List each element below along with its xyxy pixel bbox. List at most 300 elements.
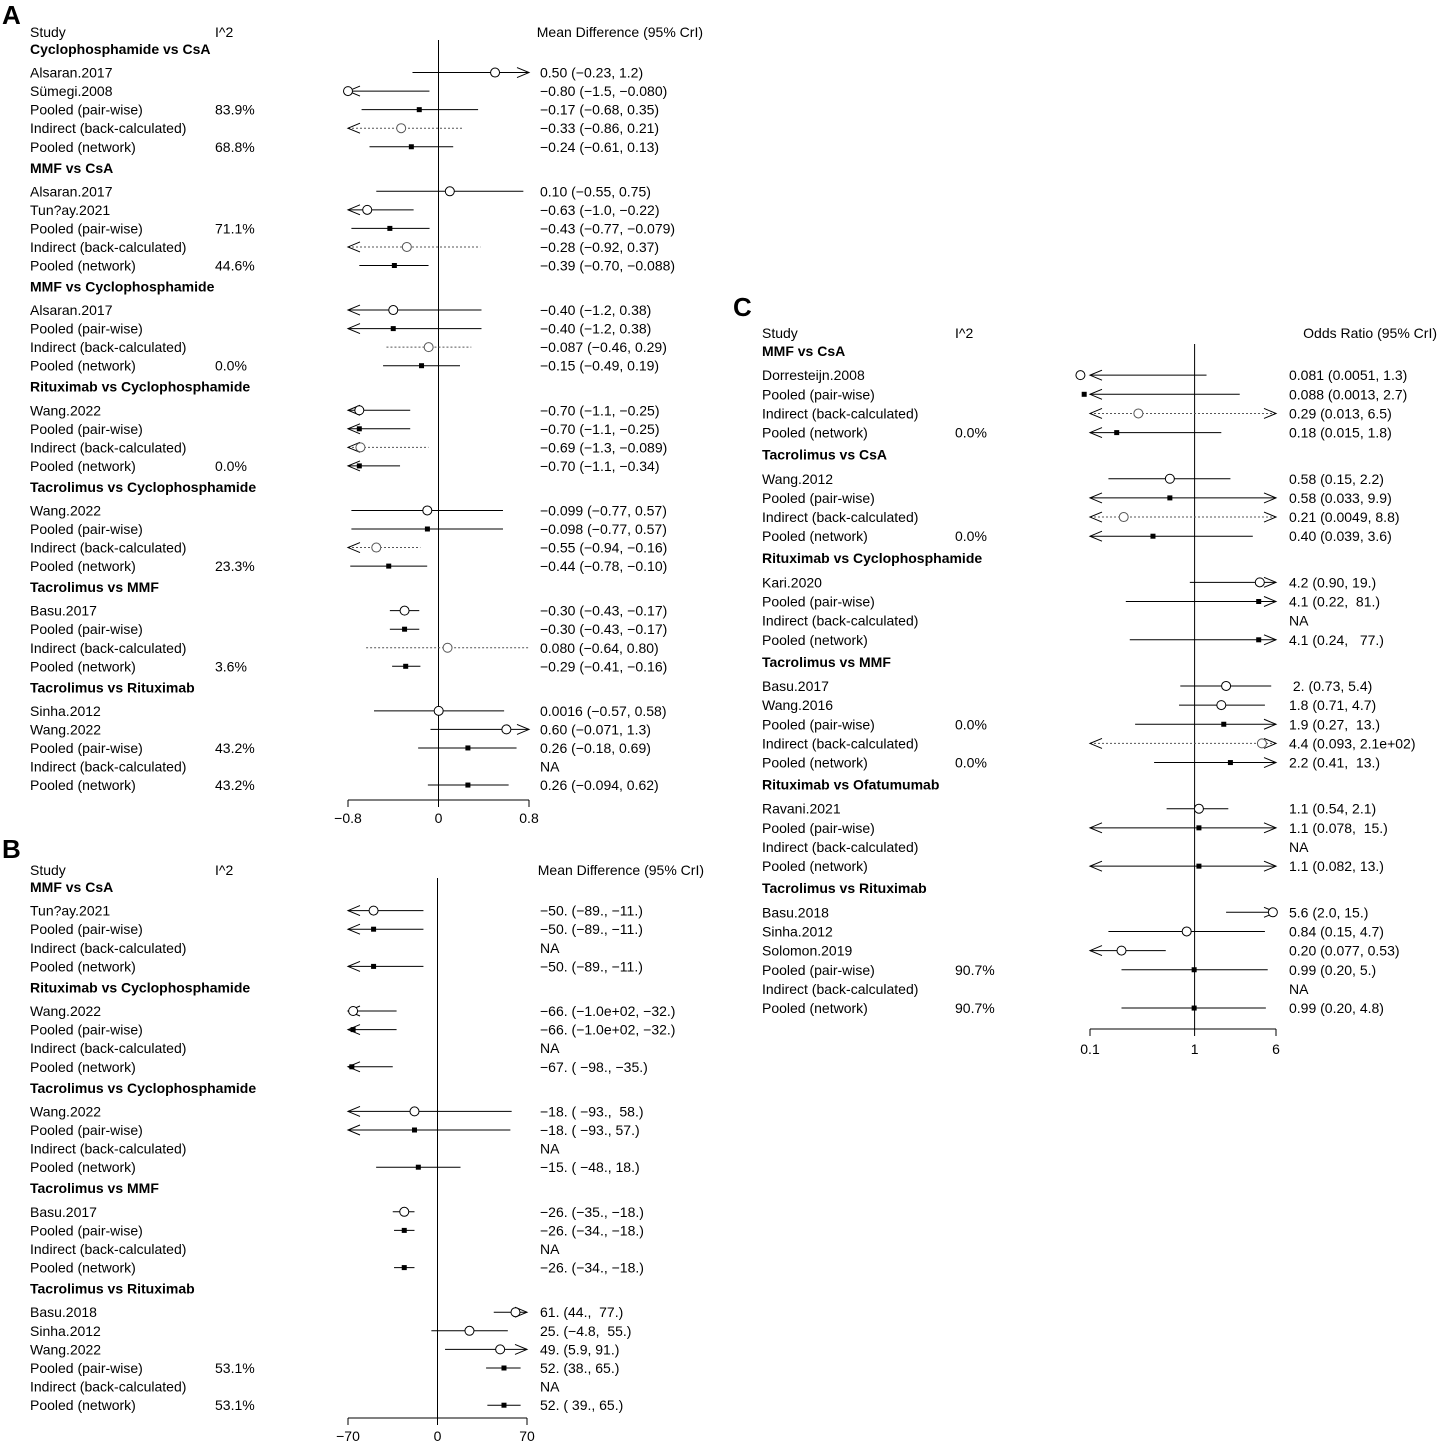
point-estimate-square [402, 627, 407, 632]
point-estimate-square [1256, 599, 1261, 604]
ci-text: NA [540, 939, 560, 956]
forest-panel-c [733, 292, 1437, 1057]
comparison-title: Tacrolimus vs CsA [762, 446, 888, 463]
comparison-group [762, 654, 1416, 771]
study-name: Pooled (pair-wise) [30, 521, 143, 537]
ci-text: 0.21 (0.0049, 8.8) [1289, 509, 1400, 526]
study-name: Pooled (pair-wise) [762, 489, 875, 506]
indirect-row [762, 509, 1400, 525]
ci-text: 0.10 (−0.55, 0.75) [540, 183, 651, 200]
point-estimate-circle [1194, 804, 1203, 813]
comparison-group [762, 447, 1400, 545]
study-row [762, 904, 1368, 920]
study-name: Indirect (back-calculated) [762, 735, 919, 752]
point-estimate-square [425, 527, 430, 532]
ci-text: −26. (−34., −18.) [540, 1222, 644, 1239]
point-estimate-circle [1117, 946, 1126, 955]
study-row [762, 471, 1384, 487]
ci-text: −26. (−35., −18.) [540, 1203, 644, 1220]
i2-value: 90.7% [955, 961, 995, 978]
point-estimate-square [391, 326, 396, 331]
study-name: Pooled (network) [30, 658, 136, 675]
ci-text: 0.18 (0.015, 1.8) [1289, 424, 1392, 441]
study-name: Pooled (pair-wise) [762, 386, 875, 403]
pooled-row [762, 632, 1384, 648]
study-name: Tun?ay.2021 [30, 201, 111, 218]
point-estimate-square [409, 144, 414, 149]
study-row [30, 903, 643, 919]
point-estimate-circle [434, 706, 443, 715]
pooled-row [30, 777, 659, 793]
ci-text: NA [1289, 839, 1309, 855]
x-tick-label: 0.1 [1080, 1041, 1100, 1057]
comparison-title: Tacrolimus vs MMF [762, 653, 891, 670]
point-estimate-circle [502, 725, 511, 734]
point-estimate-square [1196, 864, 1201, 869]
pooled-row [30, 558, 667, 574]
ci-text: NA [540, 1040, 560, 1057]
ci-text: 0.20 (0.077, 0.53) [1289, 942, 1400, 959]
point-estimate-circle [356, 443, 365, 452]
study-name: Alsaran.2017 [30, 183, 113, 200]
study-name: Pooled (pair-wise) [30, 220, 143, 237]
study-name: Pooled (pair-wise) [30, 739, 143, 756]
comparison-title: MMF vs CsA [30, 159, 114, 176]
ci-text: −66. (−1.0e+02, −32.) [540, 1003, 676, 1019]
point-estimate-square [402, 1228, 407, 1233]
point-estimate-circle [1076, 371, 1085, 380]
panel-label: C [733, 292, 752, 322]
effect-column-header: Odds Ratio (95% CrI) [1303, 325, 1437, 341]
ci-text: 1.9 (0.27, 13.) [1289, 716, 1381, 733]
x-tick-label: −70 [336, 1428, 360, 1444]
ci-text: 1.1 (0.078, 15.) [1289, 819, 1388, 836]
study-name: Alsaran.2017 [30, 302, 113, 319]
pooled-row [30, 458, 659, 474]
pooled-row [30, 321, 651, 337]
ci-text: NA [540, 1140, 560, 1157]
study-row [762, 923, 1384, 939]
pooled-row [762, 1000, 1384, 1016]
study-name: Pooled (network) [30, 257, 136, 274]
ci-text: −0.39 (−0.70, −0.088) [540, 257, 676, 274]
i2-value: 0.0% [955, 528, 987, 545]
comparison-title: Cyclophosphamide vs CsA [30, 41, 211, 57]
ci-text: 0.50 (−0.23, 1.2) [540, 64, 644, 81]
study-row [762, 574, 1376, 590]
study-name: Pooled (network) [30, 1259, 136, 1276]
i2-column-header: I^2 [215, 862, 234, 878]
study-name: Pooled (pair-wise) [30, 320, 143, 337]
study-name: Wang.2022 [30, 1341, 102, 1358]
study-name: Indirect (back-calculated) [30, 939, 187, 956]
ci-text: −0.28 (−0.92, 0.37) [540, 238, 660, 255]
point-estimate-circle [443, 643, 452, 652]
study-name: Pooled (network) [30, 1159, 136, 1176]
pooled-row [762, 755, 1380, 771]
pooled-row [30, 921, 643, 937]
comparison-group [30, 979, 675, 1074]
x-tick-label: 0 [434, 810, 443, 826]
point-estimate-circle [389, 306, 398, 315]
point-estimate-circle [400, 606, 409, 615]
ci-text: 0.26 (−0.18, 0.69) [540, 739, 651, 756]
study-name: Wang.2012 [762, 470, 834, 487]
indirect-row [30, 940, 560, 956]
study-name: Basu.2018 [762, 904, 829, 921]
ci-text: 0.58 (0.033, 9.9) [1289, 489, 1392, 506]
point-estimate-circle [363, 205, 372, 214]
i2-column-header: I^2 [215, 24, 234, 40]
ci-text: 49. (5.9, 91.) [540, 1341, 620, 1358]
point-estimate-circle [491, 68, 500, 77]
study-name: Pooled (pair-wise) [30, 101, 143, 118]
study-row [762, 697, 1376, 713]
point-estimate-square [371, 927, 376, 932]
pooled-row [30, 1022, 675, 1038]
study-name: Sinha.2012 [30, 1322, 101, 1339]
ci-text: −0.15 (−0.49, 0.19) [540, 357, 660, 374]
study-row [30, 183, 651, 199]
study-name: Indirect (back-calculated) [762, 405, 919, 422]
point-estimate-square [417, 107, 422, 112]
point-estimate-square [351, 1027, 356, 1032]
study-name: Basu.2018 [30, 1304, 97, 1321]
study-row [30, 1341, 619, 1357]
pooled-row [762, 386, 1407, 402]
study-row [30, 703, 667, 719]
point-estimate-circle [465, 1326, 474, 1335]
study-row [30, 721, 651, 737]
study-name: Indirect (back-calculated) [762, 509, 919, 526]
study-name: Indirect (back-calculated) [762, 839, 919, 855]
study-row [30, 65, 643, 81]
pooled-row [762, 594, 1380, 610]
pooled-row [762, 962, 1376, 978]
ci-text: 4.1 (0.22, 81.) [1289, 593, 1381, 610]
study-name: Indirect (back-calculated) [30, 758, 187, 775]
pooled-row [762, 716, 1380, 732]
study-row [762, 801, 1376, 817]
comparison-group [762, 880, 1400, 1016]
study-row [30, 402, 659, 418]
indirect-row [30, 1379, 560, 1395]
ci-text: −0.44 (−0.78, −0.10) [540, 558, 668, 575]
point-estimate-circle [511, 1308, 520, 1317]
i2-value: 0.0% [215, 457, 247, 474]
study-name: Indirect (back-calculated) [30, 238, 187, 255]
i2-value: 71.1% [215, 220, 255, 237]
indirect-row [30, 239, 659, 255]
i2-value: 3.6% [215, 658, 247, 675]
i2-value: 90.7% [955, 1000, 995, 1017]
ci-text: 0.088 (0.0013, 2.7) [1289, 386, 1408, 403]
study-name: Tun?ay.2021 [30, 902, 111, 919]
study-row [762, 943, 1400, 959]
ci-text: −0.099 (−0.77, 0.57) [540, 502, 667, 519]
study-name: Ravani.2021 [762, 800, 841, 817]
point-estimate-circle [349, 1007, 358, 1016]
study-name: Basu.2017 [30, 602, 97, 619]
ci-text: −66. (−1.0e+02, −32.) [540, 1021, 676, 1038]
indirect-row [762, 735, 1416, 751]
study-row [762, 678, 1372, 694]
ci-text: 0.40 (0.039, 3.6) [1289, 528, 1392, 545]
study-name: Wang.2022 [30, 1103, 102, 1120]
study-row [30, 1323, 631, 1339]
i2-value: 44.6% [215, 257, 255, 274]
study-name: Pooled (network) [762, 631, 868, 648]
comparison-group [30, 479, 667, 574]
indirect-row [30, 640, 659, 656]
comparison-group [762, 550, 1384, 648]
study-name: Pooled (network) [30, 1397, 136, 1414]
ci-text: 0.0016 (−0.57, 0.58) [540, 702, 667, 719]
ci-text: 0.84 (0.15, 4.7) [1289, 923, 1384, 940]
point-estimate-circle [424, 343, 433, 352]
ci-text: 5.6 (2.0, 15.) [1289, 904, 1369, 921]
pooled-row [30, 258, 675, 274]
point-estimate-circle [1165, 474, 1174, 483]
ci-text: −0.70 (−1.1, −0.25) [540, 420, 660, 437]
point-estimate-square [402, 1265, 407, 1270]
point-estimate-square [386, 564, 391, 569]
ci-text: −0.43 (−0.77, −0.079) [540, 220, 676, 237]
point-estimate-circle [1134, 409, 1143, 418]
pooled-row [30, 1260, 644, 1276]
study-name: Indirect (back-calculated) [30, 1378, 187, 1395]
point-estimate-square [465, 745, 470, 750]
study-name: Alsaran.2017 [30, 64, 113, 81]
forest-panel-a [2, 0, 703, 826]
study-row [30, 603, 667, 619]
i2-value: 83.9% [215, 101, 255, 118]
point-estimate-square [1221, 722, 1226, 727]
study-name: Pooled (network) [762, 528, 868, 545]
ci-text: 0.080 (−0.64, 0.80) [540, 639, 659, 656]
point-estimate-circle [496, 1345, 505, 1354]
i2-value: 0.0% [955, 424, 987, 441]
study-name: Dorresteijn.2008 [762, 367, 865, 384]
pooled-row [30, 1360, 619, 1376]
ci-text: 0.99 (0.20, 5.) [1289, 961, 1377, 978]
ci-text: 0.58 (0.15, 2.2) [1289, 470, 1384, 487]
ci-text: 1.1 (0.54, 2.1) [1289, 800, 1377, 817]
point-estimate-circle [1217, 701, 1226, 710]
pooled-row [30, 740, 651, 756]
point-estimate-circle [1255, 578, 1264, 587]
ci-text: 0.26 (−0.094, 0.62) [540, 777, 659, 794]
ci-text: 4.2 (0.90, 19.) [1289, 574, 1377, 591]
point-estimate-circle [1182, 927, 1191, 936]
x-tick-label: −0.8 [334, 810, 362, 826]
ci-text: −18. ( −93., 58.) [540, 1103, 644, 1120]
pooled-row [762, 858, 1384, 874]
point-estimate-square [1196, 825, 1201, 830]
study-name: Indirect (back-calculated) [762, 612, 919, 629]
pooled-row [30, 358, 659, 374]
ci-text: 52. ( 39., 65.) [540, 1397, 624, 1414]
point-estimate-circle [1119, 513, 1128, 522]
point-estimate-square [349, 1064, 354, 1069]
ci-text: −0.80 (−1.5, −0.080) [540, 83, 668, 100]
study-name: Wang.2016 [762, 697, 834, 714]
i2-value: 23.3% [215, 558, 255, 575]
comparison-title: Rituximab vs Cyclophosphamide [762, 550, 983, 567]
study-row [30, 83, 667, 99]
comparison-group [30, 1281, 631, 1414]
ci-text: −50. (−89., −11.) [540, 958, 643, 975]
ci-text: 52. (38., 65.) [540, 1360, 620, 1376]
comparison-group [30, 679, 667, 793]
indirect-row [762, 405, 1392, 421]
comparison-group [30, 379, 667, 474]
study-name: Wang.2022 [30, 1003, 102, 1019]
point-estimate-square [1167, 495, 1172, 500]
i2-column-header: I^2 [955, 325, 974, 341]
comparison-title: Tacrolimus vs Rituximab [30, 679, 195, 696]
point-estimate-square [1228, 760, 1233, 765]
study-name: Pooled (network) [762, 858, 868, 875]
pooled-row [762, 425, 1392, 441]
study-name: Wang.2022 [30, 502, 102, 519]
ci-text: 61. (44., 77.) [540, 1304, 624, 1321]
ci-text: −50. (−89., −11.) [540, 921, 643, 938]
point-estimate-circle [397, 124, 406, 133]
ci-text: −0.40 (−1.2, 0.38) [540, 320, 652, 337]
comparison-group [30, 1180, 644, 1275]
point-estimate-square [419, 363, 424, 368]
point-estimate-circle [1268, 908, 1277, 917]
comparison-group [762, 777, 1388, 875]
study-name: Pooled (network) [30, 457, 136, 474]
point-estimate-square [392, 263, 397, 268]
indirect-row [30, 1040, 560, 1056]
study-name: Wang.2022 [30, 402, 102, 419]
ci-text: −0.29 (−0.41, −0.16) [540, 658, 668, 675]
study-name: Pooled (pair-wise) [30, 1360, 143, 1376]
ci-text: −0.33 (−0.86, 0.21) [540, 120, 660, 137]
indirect-row [30, 1141, 560, 1157]
indirect-row [762, 839, 1309, 855]
study-name: Wang.2022 [30, 721, 102, 738]
study-column-header: Study [762, 325, 798, 341]
point-estimate-circle [369, 906, 378, 915]
study-row [30, 1204, 644, 1220]
point-estimate-square [387, 226, 392, 231]
study-name: Pooled (pair-wise) [30, 420, 143, 437]
study-name: Pooled (network) [30, 958, 136, 975]
study-name: Pooled (pair-wise) [762, 961, 875, 978]
pooled-row [762, 528, 1392, 544]
pooled-row [30, 958, 643, 974]
i2-value: 68.8% [215, 138, 255, 155]
study-name: Pooled (pair-wise) [30, 1222, 143, 1239]
point-estimate-circle [355, 406, 364, 415]
study-name: Pooled (pair-wise) [30, 921, 143, 938]
ci-text: −0.087 (−0.46, 0.29) [540, 339, 667, 356]
comparison-group [30, 879, 643, 974]
study-name: Pooled (network) [30, 357, 136, 374]
pooled-row [30, 102, 659, 118]
indirect-row [30, 120, 659, 136]
study-column-header: Study [30, 862, 66, 878]
study-name: Basu.2017 [762, 677, 829, 694]
i2-value: 53.1% [215, 1397, 255, 1414]
point-estimate-square [371, 964, 376, 969]
point-estimate-square [1150, 534, 1155, 539]
study-row [762, 367, 1407, 383]
ci-text: −0.63 (−1.0, −0.22) [540, 201, 660, 218]
comparison-group [30, 41, 667, 155]
study-row [30, 1003, 675, 1019]
study-name: Pooled (network) [762, 1000, 868, 1017]
ci-text: NA [540, 1241, 560, 1257]
point-estimate-square [403, 664, 408, 669]
x-tick-label: 0.8 [519, 810, 539, 826]
ci-text: −0.17 (−0.68, 0.35) [540, 101, 660, 118]
ci-text: −18. ( −93., 57.) [540, 1122, 640, 1138]
comparison-group [30, 579, 667, 674]
study-name: Pooled (network) [30, 138, 136, 155]
point-estimate-square [357, 426, 362, 431]
ci-text: NA [540, 1378, 560, 1395]
pooled-row [30, 421, 659, 437]
pooled-row [30, 1059, 648, 1075]
study-name: Pooled (network) [30, 558, 136, 575]
ci-text: 0.99 (0.20, 4.8) [1289, 1000, 1384, 1017]
study-name: Indirect (back-calculated) [30, 339, 187, 356]
study-name: Pooled (pair-wise) [762, 593, 875, 610]
point-estimate-square [1114, 430, 1119, 435]
ci-text: −0.40 (−1.2, 0.38) [540, 302, 652, 319]
study-column-header: Study [30, 24, 66, 40]
comparison-group [762, 343, 1407, 441]
i2-value: 0.0% [955, 716, 987, 733]
ci-text: −0.30 (−0.43, −0.17) [540, 602, 668, 619]
indirect-row [30, 339, 667, 355]
comparison-title: Rituximab vs Cyclophosphamide [30, 979, 251, 996]
ci-text: −0.55 (−0.94, −0.16) [540, 539, 668, 556]
study-name: Pooled (pair-wise) [30, 1021, 143, 1038]
ci-text: 2. (0.73, 5.4) [1289, 677, 1373, 694]
ci-text: 1.8 (0.71, 4.7) [1289, 697, 1377, 714]
ci-text: 2.2 (0.41, 13.) [1289, 754, 1381, 771]
study-name: Indirect (back-calculated) [762, 980, 919, 997]
point-estimate-circle [402, 242, 411, 251]
point-estimate-circle [423, 506, 432, 515]
pooled-row [30, 658, 667, 674]
ci-text: −0.098 (−0.77, 0.57) [540, 521, 667, 537]
indirect-row [30, 439, 667, 455]
study-name: Pooled (network) [762, 424, 868, 441]
comparison-title: Tacrolimus vs MMF [30, 579, 159, 596]
x-tick-label: 70 [519, 1428, 535, 1444]
study-name: Indirect (back-calculated) [30, 539, 187, 556]
comparison-group [30, 160, 675, 274]
panel-label: A [2, 0, 21, 30]
study-name: Pooled (pair-wise) [762, 819, 875, 836]
pooled-row [30, 521, 667, 537]
point-estimate-circle [1257, 739, 1266, 748]
ci-text: −0.69 (−1.3, −0.089) [540, 439, 668, 456]
comparison-title: MMF vs CsA [30, 879, 114, 895]
pooled-row [30, 621, 667, 637]
i2-value: 43.2% [215, 739, 255, 756]
point-estimate-square [1192, 967, 1197, 972]
x-tick-label: 1 [1190, 1041, 1199, 1057]
point-estimate-circle [1222, 681, 1231, 690]
